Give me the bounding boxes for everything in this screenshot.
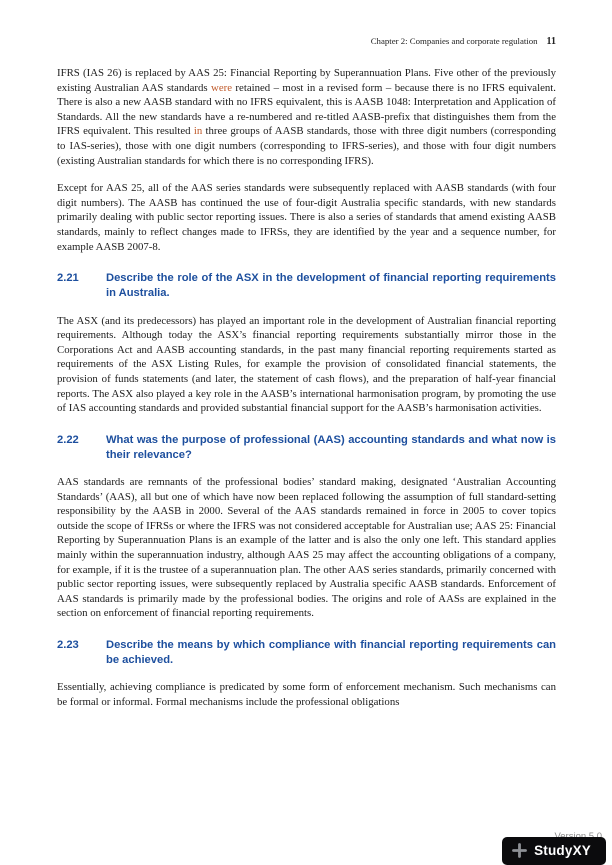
text-run: three groups of AASB standards, those with three digit numbers (corresponding to IAS-series), those with one digit numbers (corresponding to IFRS-series), and those with four digit numbers (existing Australian standards for which there is no corresponding IFRS). (57, 125, 556, 167)
plus-icon (512, 843, 527, 858)
section-heading (57, 271, 556, 301)
paragraph: The ASX (and its predecessors) has played an important role in the development of Australian financial reporting requirements. Although today the ASX’s financial reporting requirements substantially mirror those in the Corporations Act and AASB accounting standards, in the past many financial reporting requirements started as requirements of the ASX Listing Rules, for example the provision of consolidated financial statements, the provision of funds statements (and later, the statement of cash flows), and the preparation of half-year financial reports. The ASX also played a key role in the AASB’s international harmonisation program, by promoting the use of IAS accounting standards and provided substantial financial support for the AASB’s harmonisation activities. (57, 314, 556, 415)
section-title: Describe the role of the ASX in the development of financial reporting requirements in Australia. (106, 272, 556, 300)
section-number: 2.22 (57, 433, 79, 446)
section-number: 2.23 (57, 639, 79, 652)
paragraph: Except for AAS 25, all of the AAS series standards were subsequently replaced with AASB standards (with four digit numbers). The AASB has continued the use of four-digit Australia specific standards, with new standards primarily dealing with public sector reporting issues. There is also a series of standards that amend existing AASB standards, mainly to reflect changes made to IFRSs, they are identified by the year and a sequence number, for example AASB 2007-8. (57, 182, 556, 253)
page-number: 11 (546, 36, 556, 47)
paragraph (57, 66, 556, 168)
section-number: 2.21 (57, 272, 79, 285)
section-title: Describe the means by which compliance with financial reporting requirements can be achieved. (106, 639, 556, 667)
studyxy-badge (502, 837, 606, 865)
section-heading (57, 638, 556, 668)
brand-name: StudyXY (534, 843, 591, 858)
chapter-title: Chapter 2: Companies and corporate regulation (370, 36, 538, 46)
text-run: IFRS (IAS 26) is replaced by AAS 25: Financial Reporting by Superannuation Plans. Five other of the previously existing Australian AAS standards (57, 67, 556, 94)
text-run: retained – most in a revised form – because there is no IFRS equivalent. There is also a new AASB standard with no IFRS equivalent, this is AASB 1048: Interpretation and Application of Standards. All the new standards have a re-numbered and re-titled AASB-prefix that distinguishes them from the IFRS equivalent. This resulted (57, 81, 556, 138)
page-header (57, 36, 556, 47)
paragraph: AAS standards are remnants of the professional bodies’ standard making, designated ‘Australian Accounting Standards’ (AAS), all but one of which have now been replaced following the assumption of full standard-setting responsibility by the AASB in 2000. Several of the AAS standards remained in force in 2005 to cover topics outside the scope of IFRSs or where the IFRS was not considered acceptable for Australian use; AAS 25: Financial Reporting by Superannuation Plans is an example of the latter and is also the only one left. This standard applies mainly within the superannuation industry, although AAS 25 may affect the accounting obligations of a company, for example, if it is the trustee of a superannuation plan. The other AAS series standards, primarily concerned with public sector reporting issues, were subsequently replaced by Australia specific AASB standards. Enforcement of AAS standards is primarily made by the professional bodies. The origins and role of AASs are explained in the section on enforcement of financial reporting requirements. (57, 476, 556, 620)
page-footer (502, 831, 606, 865)
paragraph: Essentially, achieving compliance is predicated by some form of enforcement mechanism. Such mechanisms can be formal or informal. Formal mechanisms include the professional obligations (57, 681, 556, 709)
highlighted-word: were (211, 81, 233, 94)
section-heading (57, 433, 556, 463)
highlighted-word: in (193, 125, 203, 138)
section-title: What was the purpose of professional (AAS) accounting standards and what now is their relevance? (106, 433, 556, 461)
